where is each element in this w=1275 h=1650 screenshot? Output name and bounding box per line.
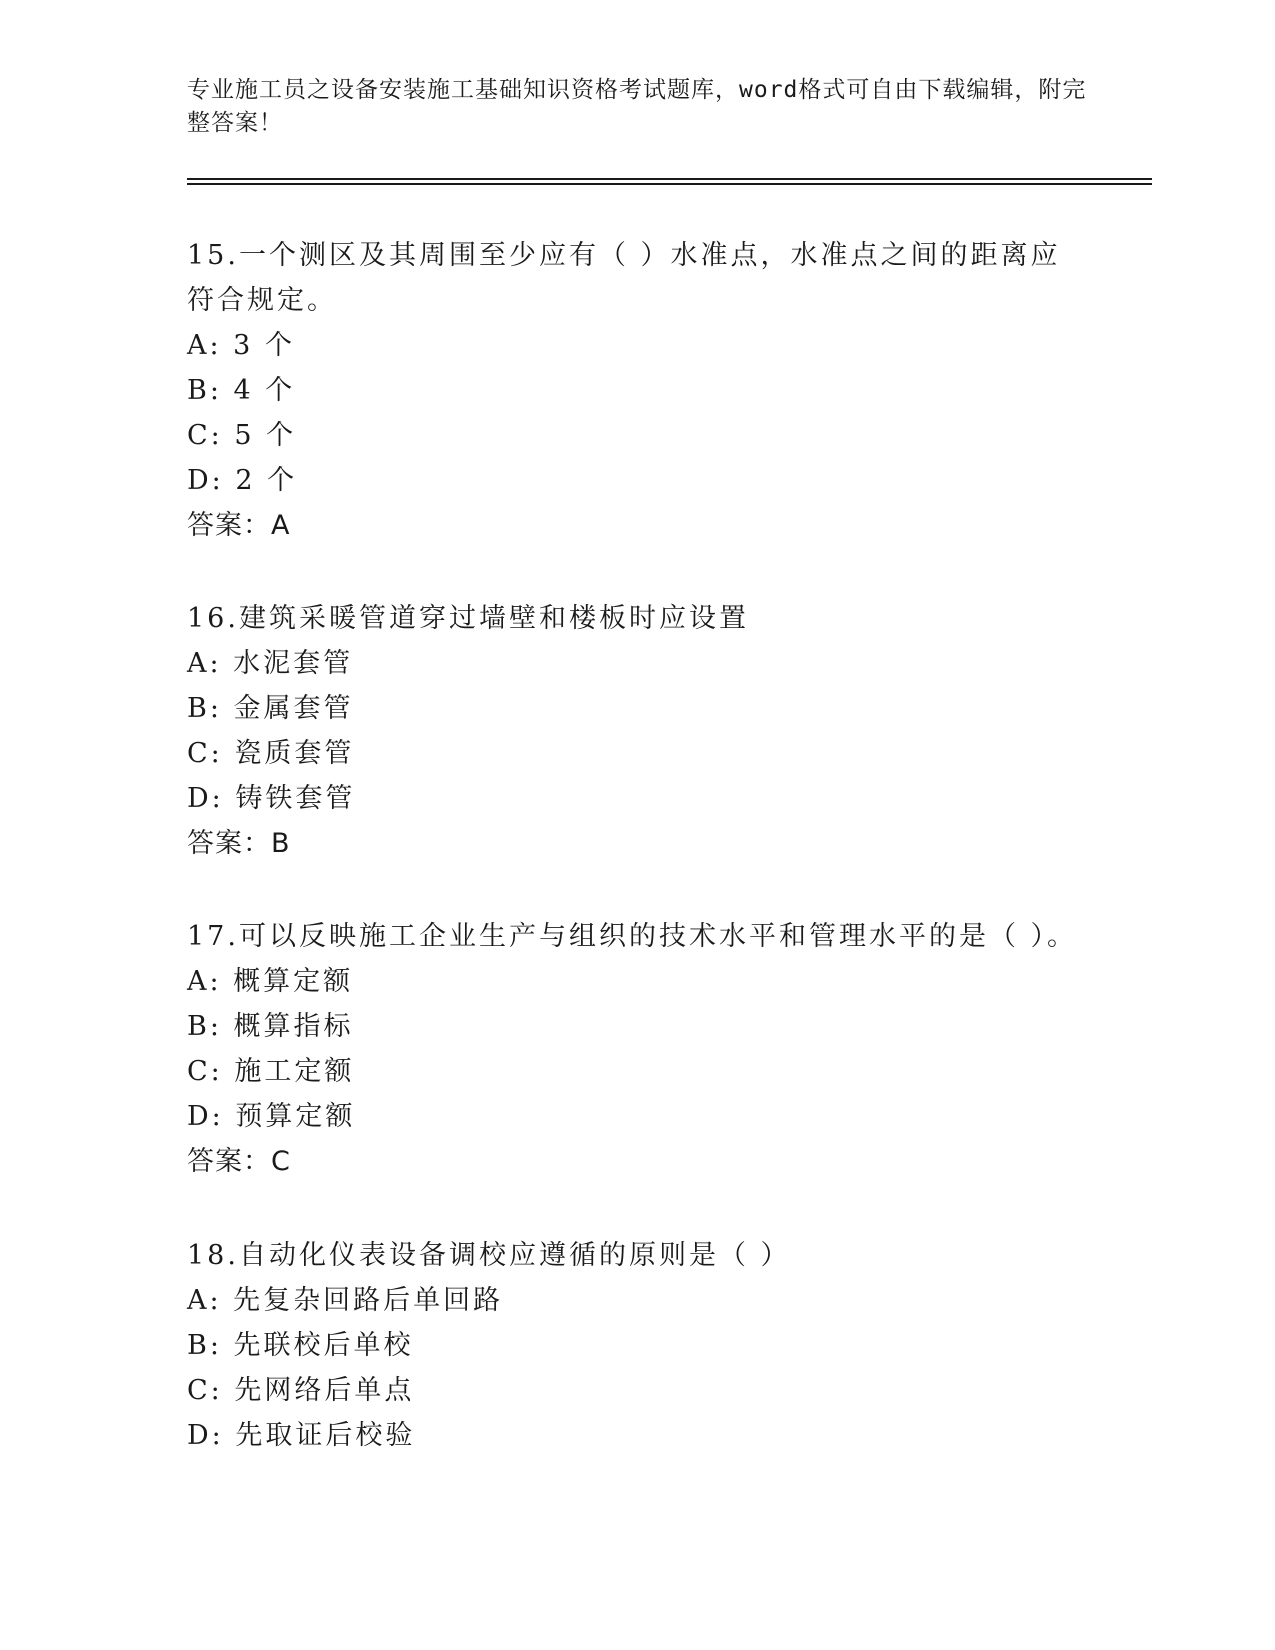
question-17 bbox=[187, 914, 1087, 1184]
option-d: D: 先取证后校验 bbox=[187, 1420, 416, 1451]
option-d: D: 2 个 bbox=[187, 465, 298, 496]
option-a: A: 概算定额 bbox=[187, 966, 354, 997]
option-c: C: 先网络后单点 bbox=[187, 1375, 415, 1406]
option-d: D: 预算定额 bbox=[187, 1101, 356, 1132]
question-18 bbox=[187, 1233, 1087, 1458]
question-stem: 15.一个测区及其周围至少应有（ ）水准点，水准点之间的距离应符合规定。 bbox=[187, 240, 1061, 316]
option-c: C: 施工定额 bbox=[187, 1056, 355, 1087]
option-b: B: 先联校后单校 bbox=[187, 1330, 414, 1361]
question-stem: 18.自动化仪表设备调校应遵循的原则是（ ） bbox=[187, 1240, 791, 1271]
header-divider-second bbox=[187, 183, 1152, 185]
answer-line: 答案：C bbox=[187, 1146, 291, 1177]
question-15 bbox=[187, 233, 1087, 548]
header-divider bbox=[187, 178, 1152, 180]
option-d: D: 铸铁套管 bbox=[187, 783, 356, 814]
option-c: C: 瓷质套管 bbox=[187, 738, 355, 769]
question-stem: 17.可以反映施工企业生产与组织的技术水平和管理水平的是（ ）。 bbox=[187, 921, 1078, 952]
question-stem: 16.建筑采暖管道穿过墙壁和楼板时应设置 bbox=[187, 603, 749, 634]
document-header: 专业施工员之设备安装施工基础知识资格考试题库，word格式可自由下载编辑，附完整答案！ bbox=[187, 77, 1087, 136]
option-b: B: 4 个 bbox=[187, 375, 296, 406]
option-a: A: 先复杂回路后单回路 bbox=[187, 1285, 504, 1316]
option-c: C: 5 个 bbox=[187, 420, 297, 451]
option-b: B: 概算指标 bbox=[187, 1011, 354, 1042]
option-b: B: 金属套管 bbox=[187, 693, 354, 724]
question-16 bbox=[187, 596, 1087, 866]
option-a: A: 水泥套管 bbox=[187, 648, 354, 679]
answer-line: 答案：A bbox=[187, 510, 291, 541]
answer-line: 答案：B bbox=[187, 828, 291, 859]
option-a: A: 3 个 bbox=[187, 330, 295, 361]
